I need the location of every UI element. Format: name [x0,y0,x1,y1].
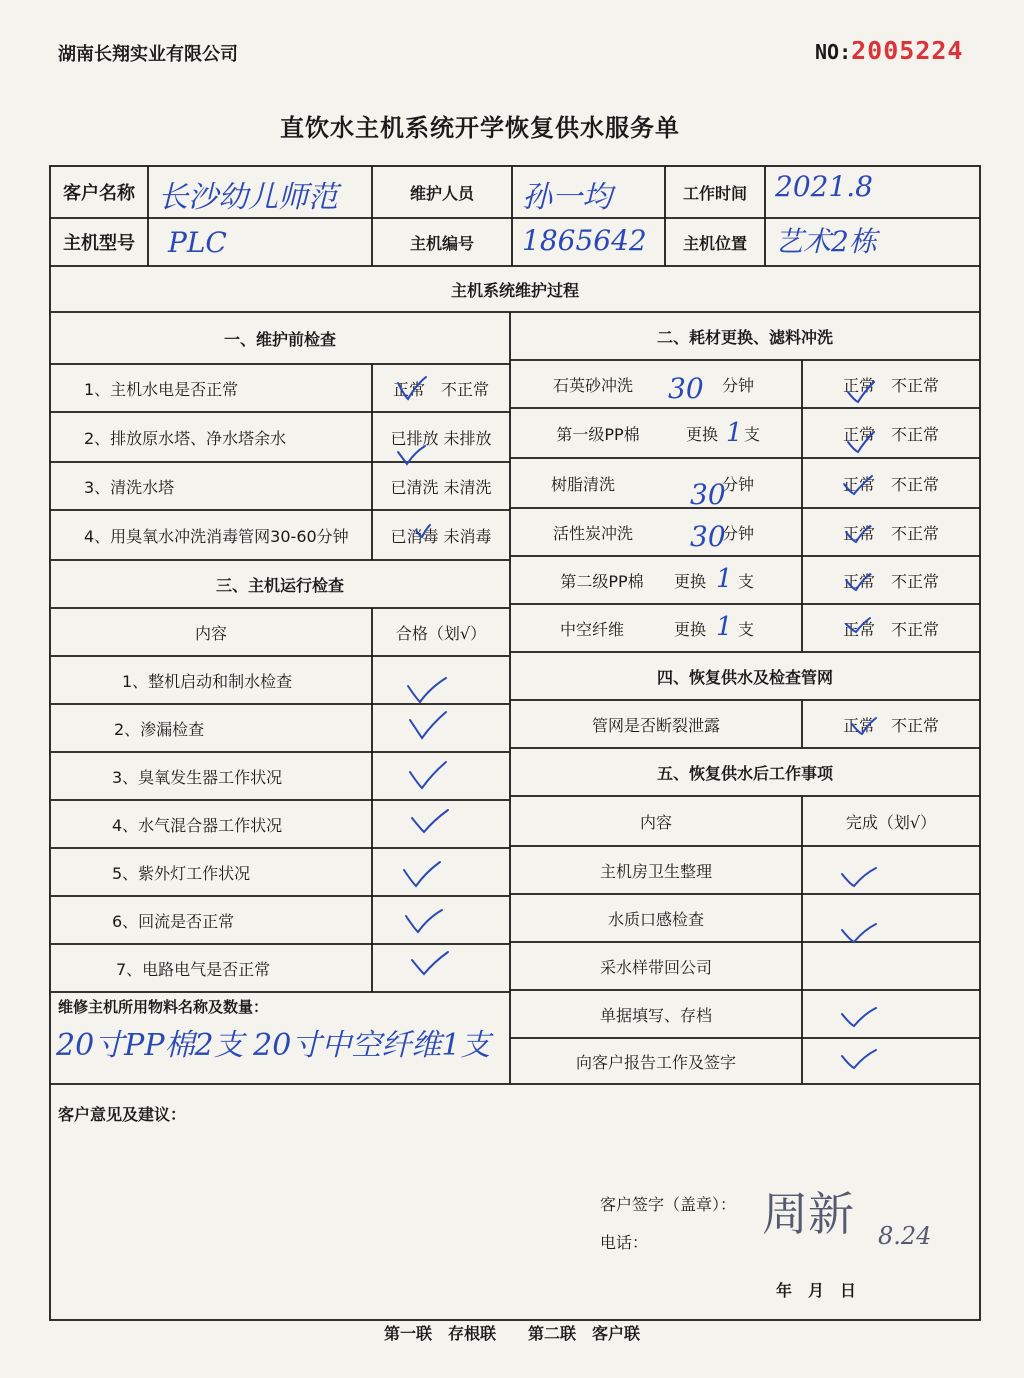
check-icon [842,924,876,942]
check-icon [412,810,448,832]
section2-row-status: 正常 不正常 [842,375,939,395]
work-time-label: 工作时间 [682,183,747,203]
section2-row-label: 第二级PP棉 [560,571,644,591]
check-icon [398,377,426,399]
section5-row-label: 主机房卫生整理 [599,861,712,881]
section2-row-label: 中空纤维 [559,619,624,639]
section4-row-label: 管网是否断裂泄露 [591,715,720,735]
section5-row-label: 水质口感检查 [607,909,704,929]
section2-row-value: 1 [726,418,743,448]
section2-row-label: 树脂清洗 [550,474,615,494]
host-no-value: 1865642 [522,224,647,257]
section2-row-unit: 支 [743,424,760,444]
signature-label: 客户签字（盖章）： [600,1195,737,1214]
section2-row-value: 1 [716,564,733,594]
check-icon [842,868,876,886]
model-value: PLC [168,226,227,259]
work-time-value: 2021.8 [775,170,873,203]
section3-row-label: 7、电路电气是否正常 [116,959,271,979]
check-icon [416,525,430,537]
location-value: 艺术2栋 [775,225,877,258]
section2-row-value: 30 [690,520,726,553]
check-icon [848,432,874,452]
materials-value: 20寸PP棉2支 20寸中空纤维1支 [56,1028,491,1063]
customer-value: 长沙幼儿师范 [158,180,338,215]
section2-row-label: 石英砂冲洗 [552,375,633,395]
check-icon [848,382,874,402]
check-icon [410,762,446,788]
section3-row-label: 2、渗漏检查 [114,719,205,739]
customer-signature: 周新 [762,1187,854,1241]
section1-row-label: 4、用臭氧水冲洗消毒管网30-60分钟 [84,526,349,546]
check-icon [852,718,876,734]
check-icon [410,712,446,738]
check-icon [846,618,870,632]
check-icon [398,446,425,464]
section2-row-status: 正常 不正常 [842,474,939,494]
section3-row-label: 1、整机启动和制水检查 [122,671,293,691]
section3-row-label: 6、回流是否正常 [112,911,235,931]
section2-row-label: 活性炭冲洗 [552,523,633,543]
section5-row-label: 采水样带回公司 [599,957,712,977]
section2-row-status: 正常 不正常 [842,571,939,591]
form-footer: 第一联 存根联 第二联 客户联 [383,1324,640,1343]
section2-row-value: 30 [690,478,726,511]
check-icon [412,952,448,974]
customer-label: 客户名称 [63,183,135,204]
section5-col-content: 内容 [639,812,672,832]
serial-value: 2005224 [851,36,964,65]
check-icon [842,1050,876,1068]
check-icon [846,574,870,590]
section3-title: 三、主机运行检查 [215,575,344,595]
feedback-label: 客户意见及建议： [58,1105,187,1124]
section5-row-label: 单据填写、存档 [599,1005,712,1025]
section1-row-label: 1、主机水电是否正常 [84,379,239,399]
maintainer-label: 维护人员 [409,183,474,203]
check-icon [404,862,440,886]
section1-row-label: 2、排放原水塔、净水塔余水 [84,428,287,448]
maintainer-value: 孙一均 [522,180,612,215]
section2-row-unit: 分钟 [721,375,754,395]
section1-row-options: 已消毒 未消毒 [390,526,492,546]
section3-col-content: 内容 [194,623,227,643]
section1-row-label: 3、清洗水塔 [84,477,175,497]
section4-title: 四、恢复供水及检查管网 [656,667,833,687]
check-icon [406,910,442,932]
phone-label: 电话： [600,1233,649,1252]
check-icon [408,678,446,702]
signature-date: 8.24 [878,1222,932,1250]
section2-row-pre: 更换 [673,571,706,591]
section4-row-status: 正常 不正常 [842,715,939,735]
section3-row-label: 5、紫外灯工作状况 [112,863,251,883]
section1-row-options: 已排放 未排放 [390,428,492,448]
model-label: 主机型号 [63,233,135,254]
section2-row-status: 正常 不正常 [842,424,939,444]
host-no-label: 主机编号 [409,233,474,253]
section1-row-options: 正常 不正常 [392,379,489,399]
serial-label: NO: [815,40,852,64]
materials-label: 维修主机所用物料名称及数量： [58,998,269,1016]
company-name: 湖南长翔实业有限公司 [58,44,238,65]
check-icon [842,1008,876,1026]
check-icon [844,476,872,494]
process-title: 主机系统维护过程 [450,280,579,300]
section3-col-pass: 合格（划√） [395,623,487,643]
section5-col-done: 完成（划√） [845,812,937,832]
section1-title: 一、维护前检查 [223,329,336,349]
section5-title: 五、恢复供水后工作事项 [656,763,833,783]
section2-row-value: 1 [716,612,733,642]
section3-row-label: 3、臭氧发生器工作状况 [112,767,283,787]
section2-row-unit: 分钟 [721,523,754,543]
section2-row-label: 第一级PP棉 [556,424,640,444]
date-label: 年 月 日 [776,1281,857,1300]
section2-row-pre: 更换 [685,424,718,444]
section2-row-unit: 分钟 [721,474,754,494]
section1-row-options: 已清洗 未清洗 [390,477,492,497]
section2-title: 二、耗材更换、滤料冲洗 [656,327,833,347]
section3-row-label: 4、水气混合器工作状况 [112,815,283,835]
location-label: 主机位置 [682,233,747,253]
section2-row-unit: 支 [737,619,754,639]
section2-row-status: 正常 不正常 [842,523,939,543]
section2-row-unit: 支 [737,571,754,591]
section5-row-label: 向客户报告工作及签字 [575,1052,736,1072]
check-icon [846,526,870,542]
form-title: 直饮水主机系统开学恢复供水服务单 [280,114,680,142]
section2-row-value: 30 [668,372,704,405]
section2-row-pre: 更换 [673,619,706,639]
section2-row-status: 正常 不正常 [842,619,939,639]
